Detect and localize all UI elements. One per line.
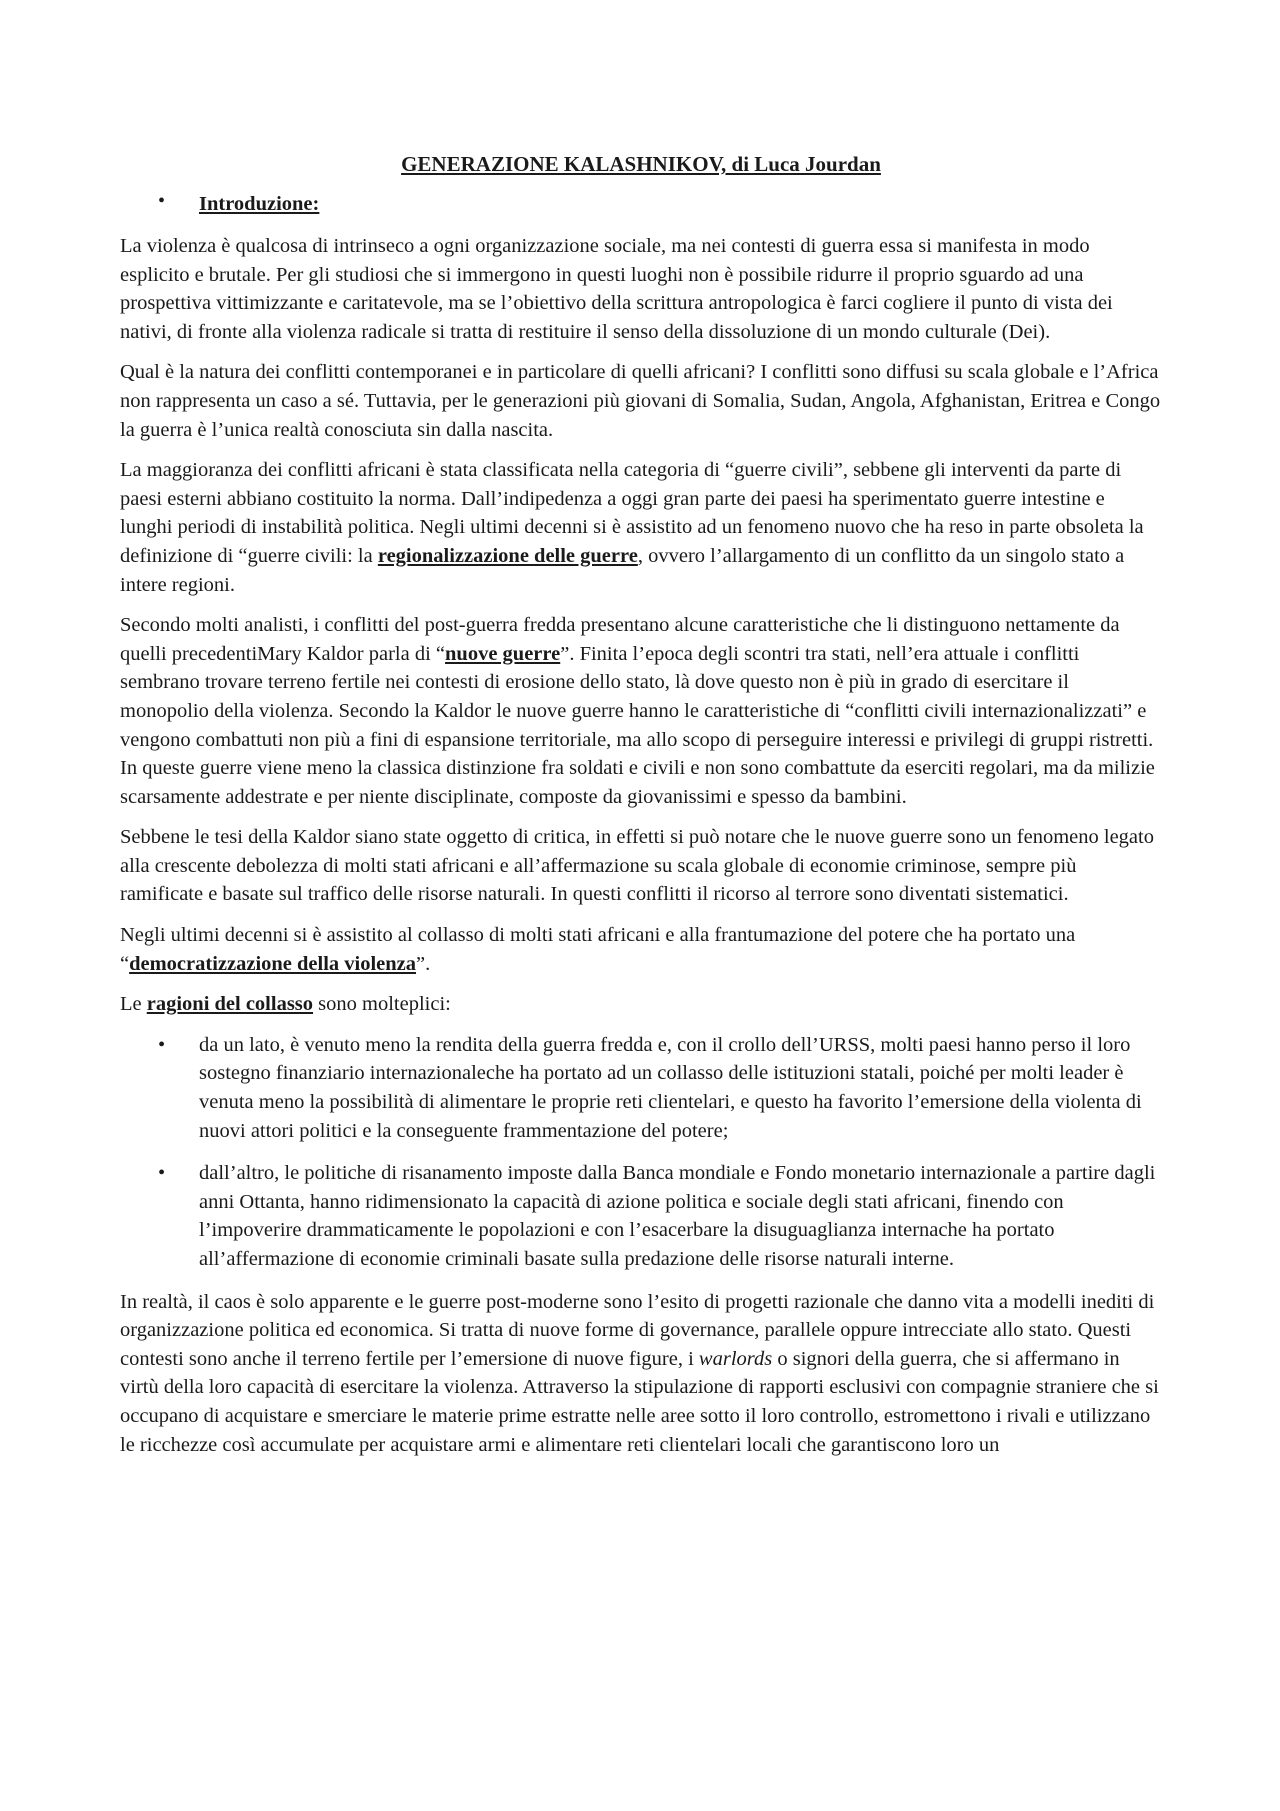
paragraph-3-text: La maggioranza dei conflitti africani è stata classificata nella categoria di “guerre civili”, sebbene gli interventi da parte di paesi esterni abbiano costituito la norma. Dall’indipedenza a oggi gran parte dei paesi ha sperimentato guerre intestine e lunghi periodi di instabilità politica. Negli ultimi decenni si è assistito ad un fenomeno nuovo che ha reso in parte obsoleta la definizione di “guerre civili: la bbox=[120, 459, 1144, 567]
list-item-text: da un lato, è venuto meno la rendita della guerra fredda e, con il crollo dell’URSS, molti paesi hanno perso il loro sostegno finanziario internazionaleche ha portato ad un collasso delle istituzioni statali, poiché per molti leader è venuta meno la possibilità di alimentare le proprie reti clientelari, e questo ha favorito l’emersione della violenta di nuovi attori politici e la conseguente frammentazione del potere; bbox=[199, 1033, 1142, 1142]
paragraph-2: Qual è la natura dei conflitti contemporanei e in particolare di quelli africani? I conflitti sono diffusi su scala globale e l’Africa non rappresenta un caso a sé. Tuttavia, per le generazioni più giovani di Somalia, Sudan, Angola, Afghanistan, Eritrea e Congo la guerra è l’unica realtà conosciuta sin dalla nascita. bbox=[120, 361, 1161, 441]
key-term-ragioni-del-collasso: ragioni del collasso bbox=[146, 993, 314, 1016]
paragraph-5: Sebbene le tesi della Kaldor siano state oggetto di critica, in effetti si può notare che le nuove guerre sono un fenomeno legato alla crescente debolezza di molti stati africani e all’affermazione su scala globale di economie criminose, sempre più ramificate e basate sul traffico delle risorse naturali. In questi conflitti il ricorso al terrore sono diventati sistematici. bbox=[120, 826, 1154, 906]
paragraph-7 bbox=[120, 990, 1162, 1019]
collapse-reasons-list bbox=[120, 1031, 1162, 1274]
paragraph-6-text: Negli ultimi decenni si è assistito al collasso di molti stati africani e alla frantumazione del potere che ha portato una “ bbox=[120, 924, 1076, 975]
paragraph-4-text: Secondo molti analisti, i conflitti del post-guerra fredda presentano alcune caratteristiche che li distinguono nettamente da quelli precedentiMary Kaldor parla di “ bbox=[120, 614, 1120, 665]
bullet-icon: • bbox=[158, 190, 166, 212]
paragraph-4-text-end: ”. Finita l’epoca degli scontri tra stati, nell’era attuale i conflitti sembrano trovare terreno fertile nei contesti di erosione dello stato, là dove questo non è più in grado di esercitare il monopolio della violenza. Secondo la Kaldor le nuove guerre hanno le caratteristiche di “conflitti civili internazionalizzati” e vengono combattuti non più a fini di espansione territoriale, ma allo scopo di perseguire interessi e privilegi di gruppi ristretti. In queste guerre viene meno la classica distinzione fra soldati e civili e non sono combattute da eserciti regolari, ma da milizie scarsamente addestrate e per niente disciplinate, composte da giovanissimi e spesso da bambini. bbox=[120, 642, 1155, 808]
document-title: GENERAZIONE KALASHNIKOV, di Luca Jourdan bbox=[401, 152, 881, 176]
key-term-regionalizzazione: regionalizzazione delle guerre bbox=[377, 544, 638, 567]
paragraph-6-text-end: ”. bbox=[416, 952, 431, 975]
paragraph-8 bbox=[120, 1288, 1162, 1460]
term-warlords: warlords bbox=[698, 1347, 773, 1370]
list-item bbox=[120, 1031, 1162, 1145]
paragraph-8-text-end: o signori della guerra, che si affermano in virtù della loro capacità di esercitare la violenza. Attraverso la stipulazione di rapporti esclusivi con compagnie straniere che si occupano di acquistare e smerciare le materie prime estratte nelle aree sotto il loro controllo, estromettono i rivali e utilizzano le ricchezze così accumulate per acquistare armi e alimentare reti clientelari locali che garantiscono loro un bbox=[120, 1347, 1159, 1456]
list-item bbox=[120, 1159, 1162, 1273]
section-heading-introduzione bbox=[120, 190, 1162, 218]
key-term-democratizzazione: democratizzazione della violenza bbox=[129, 952, 417, 975]
section-heading-label: Introduzione: bbox=[199, 193, 320, 215]
paragraph-7-text: Le bbox=[120, 993, 147, 1016]
paragraph-3 bbox=[120, 456, 1162, 599]
key-term-nuove-guerre: nuove guerre bbox=[445, 642, 561, 665]
bullet-icon: • bbox=[158, 1033, 166, 1056]
paragraph-3-text-end: , ovvero l’allargamento di un conflitto da un singolo stato a intere regioni. bbox=[120, 544, 1125, 596]
paragraph-4 bbox=[120, 611, 1162, 811]
list-item-text: dall’altro, le politiche di risanamento imposte dalla Banca mondiale e Fondo monetario internazionale a partire dagli anni Ottanta, hanno ridimensionato la capacità di azione politica e sociale degli stati africani, finendo con l’impoverire drammaticamente le popolazioni e con l’esacerbare la disuguaglianza internache ha portato all’affermazione di economie criminali basate sulla predazione delle risorse naturali interne. bbox=[199, 1162, 1156, 1270]
paragraph-1: La violenza è qualcosa di intrinseco a ogni organizzazione sociale, ma nei contesti di guerra essa si manifesta in modo esplicito e brutale. Per gli studiosi che si immergono in questi luoghi non è possibile ridurre il proprio sguardo ad una prospettiva vittimizzante e caritatevole, ma se l’obiettivo della scrittura antropologica è farci cogliere il punto di vista dei nativi, di fronte alla violenza radicale si tratta di restituire il senso della dissoluzione di un mondo culturale (Dei). bbox=[120, 235, 1113, 343]
paragraph-6 bbox=[120, 921, 1162, 978]
bullet-icon: • bbox=[158, 1162, 166, 1185]
paragraph-7-text-end: sono molteplici: bbox=[313, 993, 451, 1016]
paragraph-8-text: In realtà, il caos è solo apparente e le guerre post-moderne sono l’esito di progetti razionale che danno vita a modelli inediti di organizzazione politica ed economica. Si tratta di nuove forme di governance, parallele oppure intrecciate allo stato. Questi contesti sono anche il terreno fertile per l’emersione di nuove figure, i bbox=[120, 1290, 1155, 1370]
